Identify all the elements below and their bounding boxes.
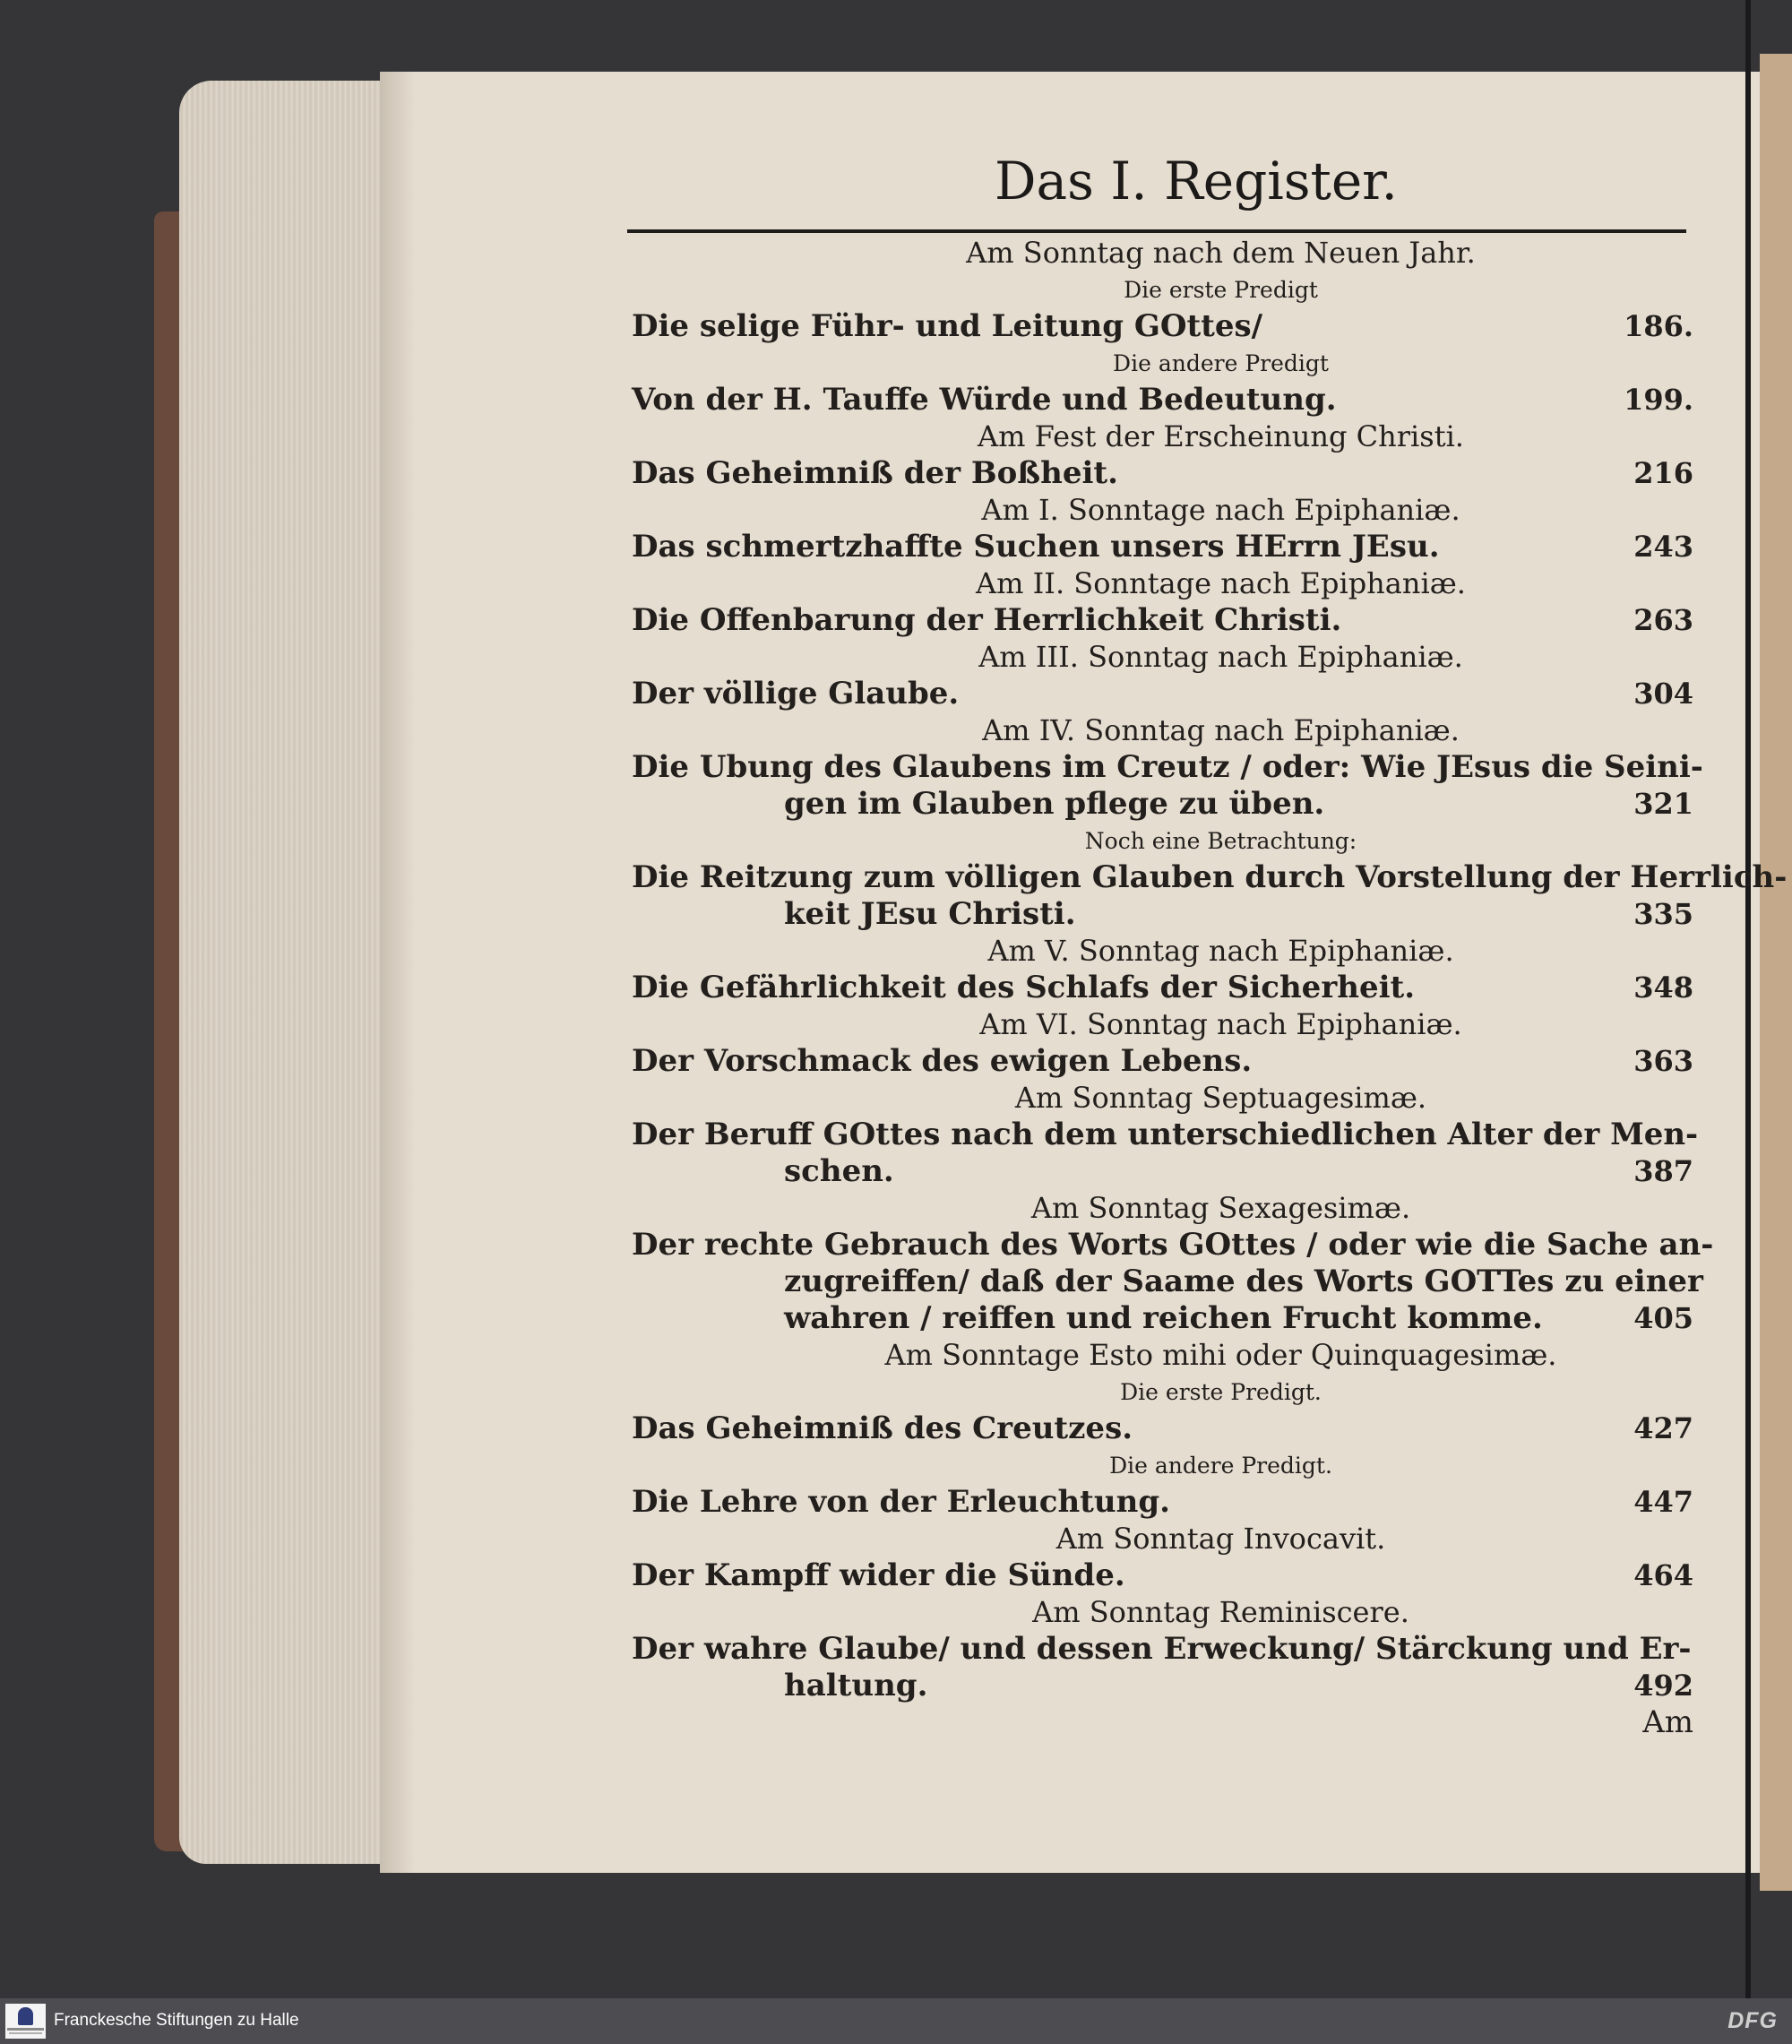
entry-title: Von der H. Tauffe Würde und Bedeutung. — [632, 382, 1337, 418]
page-number: 304 — [1633, 677, 1693, 711]
sermon-label: Die erste Predigt — [1124, 277, 1318, 303]
register-entry — [632, 1631, 1693, 1668]
entry-title: Die Offenbarung der Herrlichkeit Christi. — [632, 602, 1342, 638]
entry-title: Der völlige Glaube. — [632, 676, 960, 712]
section-heading: Am IV. Sonntag nach Epiphaniæ. — [982, 713, 1460, 747]
page-number: 348 — [1633, 970, 1693, 1005]
register-entry — [632, 1153, 1693, 1190]
page-divider — [1745, 0, 1751, 1998]
entry-title: Die Gefährlichkeit des Schlafs der Sicherheit. — [632, 970, 1416, 1005]
entry-title: Die Ubung des Glaubens im Creutz / oder: Wie JEsus die Seini- — [632, 749, 1703, 785]
register-entry — [632, 1668, 1693, 1704]
dfg-badge: DFG — [1727, 2008, 1778, 2033]
page-number: 447 — [1633, 1485, 1693, 1519]
entry-title: Die Lehre von der Erleuchtung. — [632, 1484, 1170, 1520]
facing-page-edge — [1760, 54, 1792, 1891]
section-heading: Am Sonntage Esto mihi oder Quinquagesimæ. — [884, 1338, 1557, 1372]
register-entry — [632, 859, 1788, 896]
register-list — [632, 235, 1788, 1741]
section-heading: Am VI. Sonntag nach Epiphaniæ. — [979, 1007, 1462, 1041]
register-entry — [632, 455, 1693, 492]
section-heading: Am Fest der Erscheinung Christi. — [978, 419, 1464, 453]
section-heading: Am Sonntag Invocavit. — [1055, 1522, 1386, 1556]
page-number: 335 — [1633, 897, 1693, 931]
entry-title: zugreiffen/ daß der Saame des Worts GOTTes zu einer — [784, 1263, 1703, 1299]
entry-title: Die Reitzung zum völligen Glauben durch Vorstellung der Herrlich- — [632, 859, 1788, 895]
page-number: 199. — [1624, 383, 1693, 417]
section-heading: Am I. Sonntage nach Epiphaniæ. — [981, 493, 1460, 527]
title-rule — [627, 229, 1686, 233]
section-heading: Am V. Sonntag nach Epiphaniæ. — [987, 934, 1454, 968]
entry-title: Der wahre Glaube/ und dessen Erweckung/ Stärckung und Er- — [632, 1631, 1692, 1667]
entry-title: gen im Glauben pflege zu üben. — [784, 786, 1325, 822]
entry-title: haltung. — [784, 1668, 928, 1703]
section-heading: Am II. Sonntage nach Epiphaniæ. — [976, 566, 1466, 600]
logo-line-icon — [9, 2032, 42, 2034]
entry-title: Die selige Führ- und Leitung GOttes/ — [632, 308, 1263, 344]
entry-title: keit JEsu Christi. — [784, 896, 1076, 932]
register-entry — [632, 676, 1693, 712]
institution-logo[interactable] — [5, 2004, 46, 2039]
section-heading: Am Sonntag Septuagesimæ. — [1014, 1081, 1427, 1115]
register-entry — [632, 602, 1693, 639]
register-entry — [632, 382, 1693, 418]
page-number: 363 — [1633, 1044, 1693, 1078]
sermon-label: Noch eine Betrachtung: — [1084, 828, 1357, 854]
page-number: 321 — [1633, 787, 1693, 821]
page-number: 387 — [1633, 1154, 1693, 1188]
entry-title: Der Kampff wider die Sünde. — [632, 1557, 1125, 1593]
page-number: 492 — [1633, 1669, 1693, 1703]
register-entry — [632, 1300, 1693, 1337]
page-number: 216 — [1633, 456, 1693, 490]
register-entry — [632, 1484, 1693, 1521]
section-heading: Am Sonntag nach dem Neuen Jahr. — [966, 236, 1476, 270]
register-entry — [632, 1263, 1703, 1300]
page-title: Das I. Register. — [995, 151, 1398, 211]
entry-title: schen. — [784, 1153, 894, 1189]
page-number: 263 — [1633, 603, 1693, 637]
register-entry — [632, 1117, 1699, 1153]
register-entry — [632, 1410, 1693, 1447]
entry-title: Das Geheimniß der Boßheit. — [632, 455, 1118, 491]
register-entry — [632, 1557, 1693, 1594]
page-number: 243 — [1633, 530, 1693, 564]
sermon-label: Die erste Predigt. — [1120, 1379, 1322, 1405]
page-number: 405 — [1633, 1301, 1693, 1335]
institution-name[interactable]: Franckesche Stiftungen zu Halle — [54, 2011, 299, 2030]
register-entry — [632, 1043, 1693, 1080]
gutter-shadow — [380, 72, 416, 1873]
section-heading: Am Sonntag Sexagesimæ. — [1030, 1191, 1411, 1225]
page-number: 427 — [1633, 1411, 1693, 1445]
entry-title: Das Geheimniß des Creutzes. — [632, 1410, 1133, 1446]
catchword: Am — [1642, 1704, 1693, 1740]
register-entry — [632, 970, 1693, 1006]
sermon-label: Die andere Predigt — [1113, 350, 1329, 376]
entry-title: Der rechte Gebrauch des Worts GOttes / oder wie die Sache an- — [632, 1227, 1714, 1263]
entry-title: Der Vorschmack des ewigen Lebens. — [632, 1043, 1253, 1079]
register-entry — [632, 786, 1693, 823]
section-heading: Am Sonntag Reminiscere. — [1032, 1595, 1409, 1629]
logo-emblem-icon — [18, 2007, 33, 2025]
entry-title: Der Beruff GOttes nach dem unterschiedlichen Alter der Men- — [632, 1117, 1699, 1152]
register-entry — [632, 749, 1703, 786]
entry-title: Das schmertzhaffte Suchen unsers HErrn JEsu. — [632, 529, 1440, 565]
viewer-footer — [0, 1998, 1792, 2044]
page-number: 464 — [1633, 1558, 1693, 1592]
register-entry — [632, 896, 1693, 933]
page-number: 186. — [1624, 309, 1693, 343]
logo-line-icon — [7, 2028, 44, 2031]
sermon-label: Die andere Predigt. — [1109, 1453, 1332, 1479]
register-entry — [632, 1227, 1714, 1263]
section-heading: Am III. Sonntag nach Epiphaniæ. — [978, 640, 1463, 674]
register-entry — [632, 529, 1693, 565]
register-entry — [632, 308, 1693, 345]
entry-title: wahren / reiffen und reichen Frucht komme. — [784, 1300, 1543, 1336]
